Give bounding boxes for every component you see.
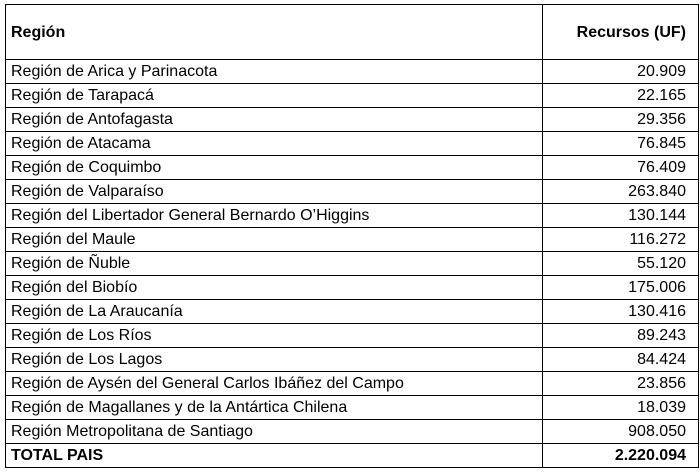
region-cell: Región de Los Ríos [6, 324, 543, 348]
resources-cell: 175.006 [543, 276, 699, 300]
region-cell: Región de Aysén del General Carlos Ibáñez del Campo [6, 372, 543, 396]
region-cell: Región de Coquimbo [6, 156, 543, 180]
region-cell: Región de Ñuble [6, 252, 543, 276]
resources-cell: 116.272 [543, 228, 699, 252]
total-label: TOTAL PAIS [6, 444, 543, 468]
resources-cell: 84.424 [543, 348, 699, 372]
resources-cell: 263.840 [543, 180, 699, 204]
table-row [6, 300, 699, 324]
table-row [6, 108, 699, 132]
table-row [6, 156, 699, 180]
table-row [6, 60, 699, 84]
table-row [6, 348, 699, 372]
resources-table [5, 4, 699, 468]
region-cell: Región del Biobío [6, 276, 543, 300]
region-cell: Región de Valparaíso [6, 180, 543, 204]
column-header-resources: Recursos (UF) [543, 5, 699, 60]
region-cell: Región del Maule [6, 228, 543, 252]
resources-cell: 55.120 [543, 252, 699, 276]
column-header-region: Región [6, 5, 543, 60]
resources-cell: 908.050 [543, 420, 699, 444]
table-row [6, 276, 699, 300]
resources-cell: 23.856 [543, 372, 699, 396]
table-row [6, 420, 699, 444]
table-row [6, 204, 699, 228]
total-value: 2.220.094 [543, 444, 699, 468]
region-cell: Región de Magallanes y de la Antártica Chilena [6, 396, 543, 420]
table-row [6, 132, 699, 156]
resources-cell: 18.039 [543, 396, 699, 420]
table-row [6, 84, 699, 108]
total-row [6, 444, 699, 468]
table-row [6, 324, 699, 348]
region-cell: Región de Arica y Parinacota [6, 60, 543, 84]
table-row [6, 180, 699, 204]
resources-cell: 130.144 [543, 204, 699, 228]
table-row [6, 252, 699, 276]
resources-cell: 20.909 [543, 60, 699, 84]
resources-cell: 76.409 [543, 156, 699, 180]
region-cell: Región de Atacama [6, 132, 543, 156]
header-row [6, 5, 699, 60]
resources-cell: 89.243 [543, 324, 699, 348]
table-row [6, 396, 699, 420]
region-cell: Región Metropolitana de Santiago [6, 420, 543, 444]
region-cell: Región de Tarapacá [6, 84, 543, 108]
region-cell: Región del Libertador General Bernardo O’Higgins [6, 204, 543, 228]
region-cell: Región de Los Lagos [6, 348, 543, 372]
resources-cell: 130.416 [543, 300, 699, 324]
resources-cell: 29.356 [543, 108, 699, 132]
region-cell: Región de Antofagasta [6, 108, 543, 132]
resources-cell: 22.165 [543, 84, 699, 108]
region-cell: Región de La Araucanía [6, 300, 543, 324]
table-row [6, 372, 699, 396]
resources-cell: 76.845 [543, 132, 699, 156]
table-row [6, 228, 699, 252]
